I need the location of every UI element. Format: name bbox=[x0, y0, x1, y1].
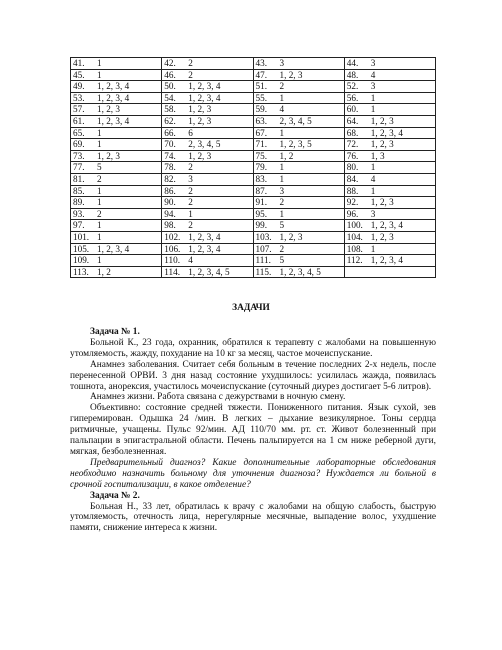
answer-value: 1 bbox=[370, 162, 376, 173]
answer-cell bbox=[71, 185, 162, 197]
question-number: 102. bbox=[164, 231, 181, 242]
answer-value: 1, 2 bbox=[279, 150, 294, 161]
question-number: 66. bbox=[164, 127, 176, 138]
answer-value: 3 bbox=[370, 58, 376, 68]
question-number: 99. bbox=[255, 220, 267, 231]
question-number: 88. bbox=[346, 185, 359, 196]
answer-value: 1 bbox=[97, 255, 102, 266]
answer-value: 2 bbox=[279, 243, 285, 254]
answer-value: 3 bbox=[188, 173, 193, 184]
answer-cell bbox=[162, 150, 253, 162]
answer-value: 1, 2, 3, 4 bbox=[188, 92, 221, 103]
answer-value: 1, 2, 3, 5 bbox=[279, 139, 312, 150]
answer-cell bbox=[344, 104, 435, 116]
answer-cell bbox=[344, 266, 435, 278]
answer-value: 2 bbox=[188, 197, 193, 208]
question-number: 91. bbox=[255, 197, 267, 208]
answer-cell bbox=[71, 162, 162, 174]
answer-value: 6 bbox=[188, 127, 193, 138]
answer-value: 4 bbox=[279, 104, 285, 115]
answer-cell bbox=[344, 115, 435, 127]
answer-value: 1, 2, 3 bbox=[97, 104, 120, 115]
question-number: 67. bbox=[255, 127, 267, 138]
question-number: 105. bbox=[73, 243, 90, 254]
table-row bbox=[71, 92, 436, 104]
answer-value: 1 bbox=[370, 243, 376, 254]
table-row bbox=[71, 150, 436, 162]
question-number: 64. bbox=[346, 115, 359, 126]
answer-cell bbox=[162, 92, 253, 104]
answer-cell bbox=[344, 92, 435, 104]
question-number: 107. bbox=[255, 243, 272, 254]
question-number: 56. bbox=[346, 92, 359, 103]
answer-value: 1 bbox=[97, 139, 102, 150]
question-number: 78. bbox=[164, 162, 176, 173]
answer-value: 1 bbox=[279, 208, 285, 219]
table-row bbox=[71, 162, 436, 174]
answer-value: 1 bbox=[370, 104, 376, 115]
question-number: 71. bbox=[255, 139, 267, 150]
question-number: 111. bbox=[255, 255, 271, 266]
question-number: 52. bbox=[346, 81, 359, 92]
answer-cell bbox=[162, 231, 253, 243]
answer-value: 5 bbox=[97, 162, 102, 173]
answer-value: 1 bbox=[279, 92, 285, 103]
answer-cell bbox=[253, 115, 344, 127]
answer-cell bbox=[71, 104, 162, 116]
question-number: 45. bbox=[73, 69, 85, 80]
answer-value: 2 bbox=[188, 185, 193, 196]
question-number: 85. bbox=[73, 185, 85, 196]
question-number: 82. bbox=[164, 173, 176, 184]
question-number: 93. bbox=[73, 208, 85, 219]
answer-value: 1, 2, 3 bbox=[370, 231, 394, 242]
answer-cell bbox=[253, 92, 344, 104]
question-number: 110. bbox=[164, 255, 180, 266]
answer-cell bbox=[253, 231, 344, 243]
answer-value: 4 bbox=[188, 255, 193, 266]
answer-value: 1, 2, 3 bbox=[370, 115, 394, 126]
question-number: 77. bbox=[73, 162, 85, 173]
answer-cell bbox=[71, 92, 162, 104]
answer-value: 1 bbox=[97, 197, 102, 208]
answer-cell bbox=[344, 139, 435, 151]
question-number: 112. bbox=[346, 255, 363, 266]
answer-cell bbox=[253, 266, 344, 278]
answer-cell bbox=[71, 266, 162, 278]
answer-cell bbox=[253, 139, 344, 151]
answer-cell bbox=[71, 58, 162, 70]
question-number: 94. bbox=[164, 208, 176, 219]
question-number: 103. bbox=[255, 231, 272, 242]
question-number: 109. bbox=[73, 255, 90, 266]
question-number: 55. bbox=[255, 92, 267, 103]
table-row bbox=[71, 220, 436, 232]
task-1-title: Задача № 1. bbox=[90, 327, 140, 337]
answer-value: 1, 2, 3, 4 bbox=[97, 243, 130, 254]
question-number: 84. bbox=[346, 173, 359, 184]
answer-value: 2 bbox=[188, 58, 193, 68]
table-row bbox=[71, 255, 436, 267]
question-number: 101. bbox=[73, 231, 90, 242]
question-number: 97. bbox=[73, 220, 85, 231]
answer-value: 4 bbox=[370, 173, 376, 184]
question-number: 63. bbox=[255, 115, 267, 126]
answer-key-body bbox=[71, 58, 436, 278]
answer-value: 2 bbox=[188, 220, 193, 231]
answer-cell bbox=[71, 220, 162, 232]
table-row bbox=[71, 173, 436, 185]
answer-value: 1, 2 bbox=[97, 266, 111, 277]
question-number: 57. bbox=[73, 104, 85, 115]
table-row bbox=[71, 58, 436, 70]
answer-value: 2 bbox=[97, 208, 102, 219]
answer-value: 1, 2, 3 bbox=[97, 150, 120, 161]
answer-value: 2 bbox=[188, 162, 193, 173]
question-number: 108. bbox=[346, 243, 363, 254]
answer-cell bbox=[253, 69, 344, 81]
question-number: 46. bbox=[164, 69, 176, 80]
answer-cell bbox=[162, 266, 253, 278]
answer-value: 3 bbox=[279, 185, 285, 196]
answer-value: 1, 2, 3, 4 bbox=[370, 255, 403, 266]
answer-value: 1, 2, 3, 4 bbox=[188, 243, 221, 254]
question-number: 44. bbox=[346, 58, 359, 68]
answer-cell bbox=[71, 69, 162, 81]
task-2-intro: Больная Н., 33 лет, обратилась к врачу с жалобами на общую слабость, быструю утомляемость, отечность лица, нерегулярные месячные, выпадение волос, ухудшение памяти, снижение интереса к жизни. bbox=[70, 501, 436, 534]
answer-value: 3 bbox=[370, 81, 376, 92]
question-number: 43. bbox=[255, 58, 267, 68]
answer-cell bbox=[344, 127, 435, 139]
question-number: 70. bbox=[164, 139, 176, 150]
question-number: 95. bbox=[255, 208, 267, 219]
answer-value: 1 bbox=[97, 231, 102, 242]
answer-cell bbox=[162, 58, 253, 70]
answer-cell bbox=[71, 231, 162, 243]
answer-cell bbox=[344, 208, 435, 220]
answer-value: 2, 3, 4, 5 bbox=[188, 139, 221, 150]
question-number: 42. bbox=[164, 58, 176, 68]
question-number: 114. bbox=[164, 266, 180, 277]
answer-cell bbox=[253, 162, 344, 174]
question-number: 72. bbox=[346, 139, 359, 150]
answer-cell bbox=[71, 208, 162, 220]
answer-value: 3 bbox=[279, 58, 285, 68]
question-number: 81. bbox=[73, 173, 85, 184]
table-row bbox=[71, 243, 436, 255]
answer-value: 1 bbox=[188, 208, 193, 219]
answer-value: 1 bbox=[370, 185, 376, 196]
answer-cell bbox=[253, 127, 344, 139]
question-number: 79. bbox=[255, 162, 267, 173]
answer-cell bbox=[162, 243, 253, 255]
answer-cell bbox=[162, 185, 253, 197]
task-2-title: Задача № 2. bbox=[90, 490, 140, 501]
answer-key-table bbox=[70, 57, 436, 278]
question-number: 75. bbox=[255, 150, 267, 161]
question-number: 54. bbox=[164, 92, 176, 103]
answer-value: 1, 3 bbox=[370, 150, 385, 161]
question-number: 69. bbox=[73, 139, 85, 150]
answer-cell bbox=[344, 185, 435, 197]
question-number: 92. bbox=[346, 197, 359, 208]
answer-cell bbox=[253, 150, 344, 162]
answer-cell bbox=[253, 58, 344, 70]
question-number: 96. bbox=[346, 208, 359, 219]
answer-cell bbox=[253, 104, 344, 116]
table-row bbox=[71, 139, 436, 151]
answer-value: 1, 2, 3 bbox=[188, 150, 212, 161]
table-row bbox=[71, 231, 436, 243]
answer-cell bbox=[253, 208, 344, 220]
answer-value: 1 bbox=[97, 220, 102, 231]
table-row bbox=[71, 266, 436, 278]
answer-value: 3 bbox=[370, 208, 376, 219]
answer-cell bbox=[253, 220, 344, 232]
answer-value: 1, 2, 3 bbox=[370, 139, 394, 150]
section-heading: ЗАДАЧИ bbox=[232, 303, 270, 313]
answer-value: 1, 2, 3, 4 bbox=[188, 81, 221, 92]
answer-value: 1, 2, 3, 4 bbox=[370, 220, 403, 231]
question-number: 115. bbox=[255, 266, 272, 277]
answer-cell bbox=[253, 185, 344, 197]
question-number: 65. bbox=[73, 127, 85, 138]
answer-cell bbox=[71, 127, 162, 139]
question-number: 58. bbox=[164, 104, 176, 115]
question-number: 51. bbox=[255, 81, 267, 92]
answer-cell bbox=[344, 243, 435, 255]
question-number: 98. bbox=[164, 220, 176, 231]
table-row bbox=[71, 104, 436, 116]
answer-value: 2, 3, 4, 5 bbox=[279, 115, 312, 126]
question-number: 80. bbox=[346, 162, 359, 173]
answer-cell bbox=[162, 81, 253, 93]
question-number: 53. bbox=[73, 92, 85, 103]
task-1-objective: Объективно: состояние средней тяжести. Пониженного питания. Язык сухой, зев гиперемирован. Одышка 24 /мин. В легких – дыхание везикулярное. Тоны сердца ритмичные, учащены. Пульс 92/мин. АД 110/70 мм. рт. ст. Живот болезненный при пальпации в эпигастральной области. Печень пальпируется на 1 см ниже реберной дуги, мягкая, безболезненная. bbox=[70, 403, 436, 457]
question-number: 68. bbox=[346, 127, 359, 138]
answer-value: 5 bbox=[279, 255, 285, 266]
question-number: 48. bbox=[346, 69, 359, 80]
table-row bbox=[71, 185, 436, 197]
answer-value: 2 bbox=[279, 197, 285, 208]
answer-cell bbox=[162, 127, 253, 139]
answer-cell bbox=[344, 197, 435, 209]
answer-value: 1 bbox=[97, 127, 102, 138]
answer-value: 1 bbox=[279, 162, 285, 173]
answer-cell bbox=[253, 243, 344, 255]
task-1 bbox=[70, 327, 436, 534]
question-number: 50. bbox=[164, 81, 176, 92]
answer-cell bbox=[162, 173, 253, 185]
answer-value: 1, 2, 3 bbox=[279, 69, 303, 80]
answer-cell bbox=[162, 208, 253, 220]
answer-cell bbox=[253, 173, 344, 185]
answer-value: 1, 2, 3 bbox=[279, 231, 303, 242]
answer-cell bbox=[344, 58, 435, 70]
table-row bbox=[71, 115, 436, 127]
answer-cell bbox=[162, 197, 253, 209]
answer-cell bbox=[71, 255, 162, 267]
table-row bbox=[71, 127, 436, 139]
table-row bbox=[71, 197, 436, 209]
question-number: 90. bbox=[164, 197, 176, 208]
question-number: 59. bbox=[255, 104, 267, 115]
question-number: 49. bbox=[73, 81, 85, 92]
answer-value: 1, 2, 3 bbox=[370, 197, 394, 208]
answer-value: 1 bbox=[279, 173, 285, 184]
answer-cell bbox=[162, 162, 253, 174]
answer-value: 1, 2, 3, 4 bbox=[97, 92, 130, 103]
answer-value: 1, 2, 3, 4 bbox=[370, 127, 403, 138]
answer-cell bbox=[344, 255, 435, 267]
answer-cell bbox=[162, 104, 253, 116]
answer-cell bbox=[71, 139, 162, 151]
answer-value: 1, 2, 3, 4 bbox=[188, 231, 221, 242]
question-number: 74. bbox=[164, 150, 176, 161]
answer-cell bbox=[162, 220, 253, 232]
answer-cell bbox=[162, 69, 253, 81]
answer-cell bbox=[71, 81, 162, 93]
answer-cell bbox=[344, 81, 435, 93]
answer-value: 5 bbox=[279, 220, 285, 231]
answer-cell bbox=[162, 255, 253, 267]
answer-cell bbox=[344, 231, 435, 243]
answer-value: 1, 2, 3, 4 bbox=[97, 115, 130, 126]
question-number: 62. bbox=[164, 115, 176, 126]
answer-cell bbox=[344, 162, 435, 174]
answer-value: 1, 2, 3, 4, 5 bbox=[279, 266, 321, 277]
question-number: 86. bbox=[164, 185, 176, 196]
table-row bbox=[71, 81, 436, 93]
table-row bbox=[71, 208, 436, 220]
question-number: 104. bbox=[346, 231, 363, 242]
answer-cell bbox=[71, 115, 162, 127]
question-number: 47. bbox=[255, 69, 267, 80]
answer-cell bbox=[71, 243, 162, 255]
answer-value: 4 bbox=[370, 69, 376, 80]
answer-value: 2 bbox=[188, 69, 193, 80]
question-number: 61. bbox=[73, 115, 85, 126]
answer-cell bbox=[162, 115, 253, 127]
answer-value: 1, 2, 3, 4 bbox=[97, 81, 130, 92]
task-1-anamnesis-life: Анамнез жизни. Работа связана с дежурствами в ночную смену. bbox=[90, 392, 346, 403]
task-1-questions: Предварительный диагноз? Какие дополнительные лабораторные обследования необходимо назначить больному для уточнения диагноза? Нуждается ли больной в срочной госпитализации, в какое отделение? bbox=[70, 457, 436, 490]
answer-cell bbox=[71, 197, 162, 209]
question-number: 87. bbox=[255, 185, 267, 196]
answer-value: 1, 2, 3 bbox=[188, 104, 212, 115]
answer-cell bbox=[344, 173, 435, 185]
task-1-anamnesis-disease: Анамнез заболевания. Считает себя больным в течение последних 2-х недель, после перенесенной ОРВИ. 3 дня назад состояние ухудшилось: усилилась жажда, появилась тошнота, анорексия, участилось мочеиспускание (суточный диурез достигает 5-6 литров). bbox=[70, 359, 436, 392]
answer-cell bbox=[344, 150, 435, 162]
answer-cell bbox=[71, 150, 162, 162]
task-1-intro: Больной К., 23 года, охранник, обратился к терапевту с жалобами на повышенную утомляемость, жажду, похудание на 10 кг за месяц, частое мочеиспускание. bbox=[70, 337, 436, 359]
answer-cell bbox=[71, 173, 162, 185]
question-number: 100. bbox=[346, 220, 363, 231]
answer-value: 1 bbox=[97, 69, 102, 80]
question-number: 60. bbox=[346, 104, 359, 115]
answer-value: 1 bbox=[97, 58, 102, 68]
table-row bbox=[71, 69, 436, 81]
answer-value: 1, 2, 3, 4, 5 bbox=[188, 266, 230, 277]
answer-cell bbox=[253, 81, 344, 93]
question-number: 106. bbox=[164, 243, 181, 254]
question-number: 76. bbox=[346, 150, 359, 161]
answer-value: 1 bbox=[97, 185, 102, 196]
answer-cell bbox=[162, 139, 253, 151]
answer-value: 2 bbox=[279, 81, 285, 92]
question-number: 41. bbox=[73, 58, 85, 68]
question-number: 73. bbox=[73, 150, 85, 161]
answer-cell bbox=[344, 220, 435, 232]
answer-cell bbox=[253, 197, 344, 209]
question-number: 83. bbox=[255, 173, 267, 184]
answer-cell bbox=[344, 69, 435, 81]
answer-cell bbox=[253, 255, 344, 267]
answer-value: 2 bbox=[97, 173, 102, 184]
answer-value: 1 bbox=[279, 127, 285, 138]
question-number: 113. bbox=[73, 266, 89, 277]
question-number: 89. bbox=[73, 197, 85, 208]
answer-value: 1, 2, 3 bbox=[188, 115, 212, 126]
answer-value: 1 bbox=[370, 92, 376, 103]
